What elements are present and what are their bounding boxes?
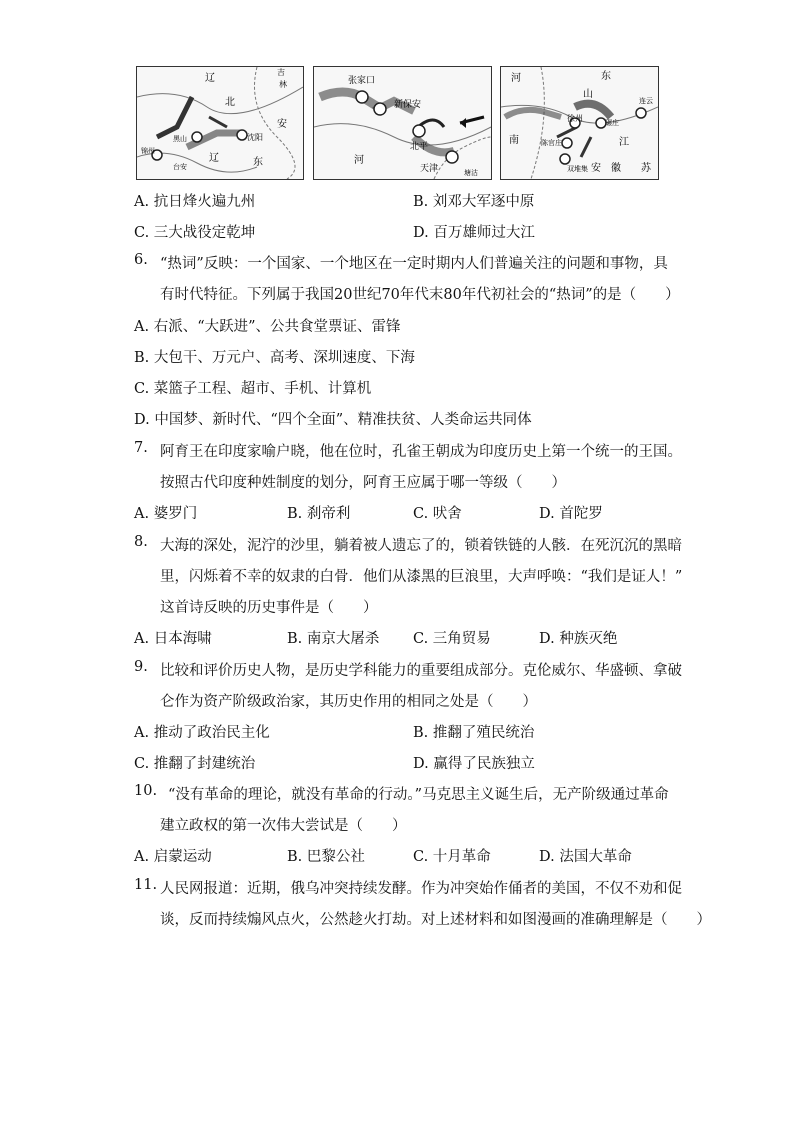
- q9-option-c[interactable]: C. 推翻了封建统治: [134, 756, 256, 772]
- q8-option-a[interactable]: A. 日本海啸: [134, 631, 212, 647]
- q8-option-c[interactable]: C. 三角贸易: [413, 631, 491, 647]
- q7-option-c[interactable]: C. 吠舍: [413, 506, 462, 522]
- map3-label-6: 南: [509, 135, 519, 146]
- map1-label-3: 北: [225, 97, 235, 108]
- q6-option-b[interactable]: B. 大包干、万元户、高考、深圳速度、下海: [134, 350, 415, 366]
- map1-label-1: 吉: [277, 68, 285, 77]
- q6-number: 6.: [134, 252, 148, 268]
- q5-option-a[interactable]: A. 抗日烽火遍九州: [134, 194, 256, 210]
- q7-stem-line2: 按照古代印度种姓制度的划分，阿育王应属于哪一等级（ ）: [160, 475, 566, 491]
- map-huaihai-drawing: [501, 67, 658, 179]
- q11-stem-line2: 谈，反而持续煽风点火，公然趁火打劫。对上述材料和如图漫画的准确理解是（ ）: [160, 912, 711, 928]
- q10-number: 10.: [134, 783, 158, 799]
- map2-label-1: 新保安: [394, 100, 422, 110]
- map3-label-9: 江: [619, 137, 629, 148]
- q8-option-b[interactable]: B. 南京大屠杀: [287, 631, 380, 647]
- q10-option-b[interactable]: B. 巴黎公社: [287, 849, 365, 865]
- map3-label-10: 安: [591, 163, 601, 174]
- q9-number: 9.: [134, 659, 148, 675]
- map3-label-7: 陈官庄: [541, 139, 562, 147]
- map3-label-5: 连云: [639, 97, 653, 105]
- q10-option-a[interactable]: A. 启蒙运动: [134, 849, 212, 865]
- q9-stem-line1: 比较和评价历史人物，是历史学科能力的重要组成部分。克伦威尔、华盛顿、拿破: [160, 663, 682, 679]
- q7-option-a[interactable]: A. 婆罗门: [134, 506, 198, 522]
- map1-label-6: 沈阳: [247, 133, 263, 142]
- q9-option-d[interactable]: D. 赢得了民族独立: [413, 756, 535, 772]
- map1-label-5: 黑山: [173, 135, 187, 143]
- q8-number: 8.: [134, 534, 148, 550]
- q10-stem-line1: “没有革命的理论，就没有革命的行动。”马克思主义诞生后，无产阶级通过革命: [168, 787, 669, 803]
- q11-stem-line1: 人民网报道：近期，俄乌冲突持续发酵。作为冲突始作俑者的美国，不仅不劝和促: [160, 881, 682, 897]
- q8-stem-line1: 大海的深处，泥泞的沙里，躺着被人遗忘了的，锁着铁链的人骸．在死沉沉的黑暗: [160, 538, 682, 554]
- map1-label-4: 安: [277, 119, 287, 130]
- q7-stem-line1: 阿育王在印度家喻户晓，他在位时，孔雀王朝成为印度历史上第一个统一的王国。: [160, 444, 682, 460]
- map1-label-9: 辽: [209, 153, 219, 164]
- q6-option-a[interactable]: A. 右派、“大跃进”、公共食堂票证、雷锋: [134, 319, 401, 335]
- map3-label-3: 徐州: [567, 114, 583, 123]
- map1-label-10: 东: [253, 157, 263, 168]
- map-pingjin-drawing: [314, 67, 491, 179]
- q10-option-d[interactable]: D. 法国大革命: [539, 849, 632, 865]
- map-liaoshen-drawing: [137, 67, 303, 179]
- q6-option-d[interactable]: D. 中国梦、新时代、“四个全面”、精准扶贫、人类命运共同体: [134, 412, 532, 428]
- q9-option-b[interactable]: B. 推翻了殖民统治: [413, 725, 535, 741]
- map3-label-1: 东: [601, 71, 611, 82]
- map1-label-0: 辽: [205, 73, 215, 84]
- map-huaihai: [500, 66, 659, 180]
- q7-option-d[interactable]: D. 首陀罗: [539, 506, 603, 522]
- map2-label-0: 张家口: [348, 76, 376, 86]
- q6-option-c[interactable]: C. 菜篮子工程、超市、手机、计算机: [134, 381, 372, 397]
- map2-label-4: 天津: [420, 164, 439, 174]
- map2-label-3: 河: [354, 155, 364, 166]
- q10-stem-line2: 建立政权的第一次伟大尝试是（ ）: [160, 818, 407, 834]
- q7-number: 7.: [134, 440, 148, 456]
- q10-option-c[interactable]: C. 十月革命: [413, 849, 491, 865]
- map2-label-2: 北平: [410, 142, 429, 152]
- q5-option-d[interactable]: D. 百万雄师过大江: [413, 225, 535, 241]
- q9-stem-line2: 仑作为资产阶级政治家，其历史作用的相同之处是（ ）: [160, 694, 537, 710]
- q7-option-b[interactable]: B. 刹帝利: [287, 506, 351, 522]
- map2-label-5: 塘沽: [464, 169, 478, 177]
- q8-stem-line2: 里，闪烁着不幸的奴隶的白骨．他们从漆黑的巨浪里，大声呼唤：“我们是证人！”: [160, 569, 683, 585]
- q6-stem-line1: “热词”反映：一个国家、一个地区在一定时期内人们普遍关注的问题和事物，具: [160, 256, 668, 272]
- map1-label-2: 林: [279, 80, 287, 89]
- map3-label-12: 苏: [641, 163, 651, 174]
- map1-label-7: 锦州: [141, 147, 155, 155]
- map-pingjin: [313, 66, 492, 180]
- q11-number: 11.: [134, 877, 158, 893]
- map3-label-0: 河: [511, 73, 521, 84]
- map3-label-2: 山: [583, 89, 593, 100]
- q6-stem-line2: 有时代特征。下列属于我国20世纪70年代末80年代初社会的“热词”的是（ ）: [160, 287, 680, 303]
- q8-stem-line3: 这首诗反映的历史事件是（ ）: [160, 600, 378, 616]
- q8-option-d[interactable]: D. 种族灭绝: [539, 631, 618, 647]
- map3-label-4: 碾庄: [605, 119, 619, 127]
- q5-option-b[interactable]: B. 刘邓大军逐中原: [413, 194, 535, 210]
- map3-label-11: 徽: [611, 163, 621, 174]
- map1-label-8: 台安: [173, 163, 187, 171]
- map-liaoshen: [136, 66, 304, 180]
- map3-label-8: 双堆集: [567, 165, 588, 173]
- q9-option-a[interactable]: A. 推动了政治民主化: [134, 725, 270, 741]
- q5-option-c[interactable]: C. 三大战役定乾坤: [134, 225, 256, 241]
